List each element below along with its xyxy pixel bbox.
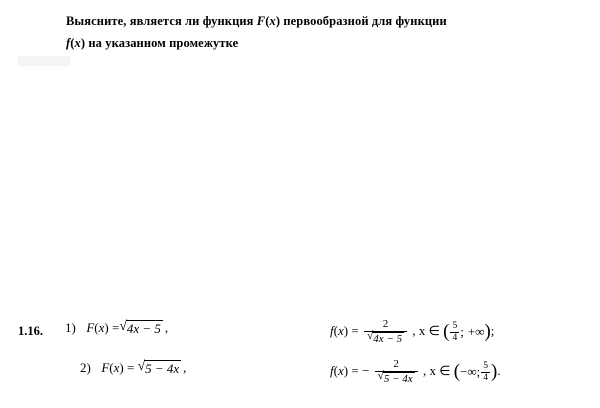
item-2-interval-right-den: 4 — [483, 372, 489, 383]
item-1-fraction-numerator: 2 — [382, 318, 389, 330]
heading-paren-open: ( — [265, 14, 270, 28]
item-2-interval-right-fraction — [481, 361, 490, 383]
item-2-right: f(x) = − 2 √ 5 − 4x , x ∈ ( −∞ ; $\frac{5}{4}$ ) . — [330, 358, 501, 385]
item-2-derivative-name: f — [330, 363, 334, 379]
item-1-end-punct: ; — [490, 323, 495, 339]
item-1-interval — [443, 321, 491, 343]
item-1-interval-open: ( — [443, 320, 450, 342]
item-1-interval-left-num: 5 — [452, 321, 458, 332]
item-1-interval-right: +∞ — [467, 324, 485, 340]
heading-text-part1: Выясните, является ли функция — [66, 14, 257, 28]
item-2-comma: , — [183, 360, 187, 375]
item-2-equals: = — [127, 360, 135, 375]
item-2-derivative-var: x — [337, 363, 344, 379]
item-2-interval-left-plain: −∞ — [460, 364, 477, 380]
item-1-derivative-equals: = — [351, 323, 359, 339]
item-2-membership: , x ∈ — [422, 363, 451, 379]
exercise-row-1 — [18, 318, 588, 358]
exercise-number: 1.16. — [18, 324, 43, 338]
item-1-interval-left-fraction — [450, 321, 459, 343]
item-2-interval-open: ( — [453, 360, 461, 382]
item-1-label: 1) — [65, 320, 76, 335]
radical-sign-1: √ — [119, 318, 127, 334]
exercise-row-2 — [18, 358, 588, 398]
radical-sign-2: √ — [366, 329, 374, 342]
item-2-fraction-numerator: 2 — [393, 358, 399, 370]
heading-text-part3: ) на указанном промежутке — [80, 36, 239, 50]
heading-paren-open-2: ( — [70, 36, 75, 50]
item-2-denominator-radicand: 5 − 4x — [383, 372, 413, 385]
item-1-interval-close: ) — [484, 320, 491, 342]
task-heading — [66, 10, 566, 54]
item-1-equals: = — [112, 320, 120, 335]
item-1-membership: , x ∈ — [412, 323, 440, 339]
item-1-right: f(x) = 2 √ 4x − 5 , x ∈ ( $\frac{5}{4}$ ; +∞ ) ; — [330, 318, 495, 345]
item-2-left: 2) F(x) = √ 5 − 4x , — [80, 358, 187, 377]
item-1-radicand: 4x − 5 — [126, 321, 161, 337]
item-1-function-name: F — [86, 320, 95, 335]
radical-sign-3: √ — [137, 358, 146, 374]
item-2-function-name: F — [101, 360, 110, 375]
item-1-interval-left-den: 4 — [452, 332, 458, 343]
item-2-function-var: x — [113, 360, 120, 375]
item-2-label: 2) — [80, 360, 91, 375]
item-2-derivative-equals: = — [351, 363, 359, 379]
item-1-sqrt — [119, 320, 163, 337]
item-1-comma: , — [164, 320, 169, 335]
item-1-function-var: x — [98, 320, 105, 335]
item-2-interval — [453, 360, 501, 383]
item-2-interval-close: ) — [491, 360, 498, 382]
radical-sign-4: √ — [377, 369, 384, 382]
item-2-interval-separator: ; — [476, 364, 481, 380]
item-2-interval-right-num: 5 — [483, 361, 489, 372]
heading-line-2 — [66, 32, 566, 54]
item-2-radicand: 5 − 4x — [145, 361, 180, 377]
heading-text-part2: ) первообразной для функции — [275, 14, 447, 28]
item-1-left: 1) F(x) = √ 4x − 5 , — [65, 318, 169, 337]
item-1-interval-separator: ; — [460, 324, 464, 340]
exercise-block — [18, 318, 588, 398]
item-2-sqrt — [138, 360, 182, 377]
item-2-end-punct: . — [497, 363, 501, 379]
heading-function-f: f — [66, 36, 71, 50]
item-2-sign: − — [361, 363, 370, 379]
item-2-fraction-denominator — [375, 371, 418, 387]
heading-variable-x2: x — [74, 36, 81, 50]
item-1-fraction-denominator — [364, 331, 407, 347]
item-2-fraction — [375, 358, 418, 386]
item-1-denominator-radicand: 4x − 5 — [373, 332, 403, 345]
item-1-derivative-var: x — [337, 323, 344, 339]
scan-artifact — [18, 56, 70, 66]
item-1-derivative-name: f — [330, 323, 334, 339]
item-1-fraction — [364, 318, 407, 346]
heading-variable-x1: x — [269, 14, 276, 28]
heading-function-F: F — [256, 14, 266, 28]
